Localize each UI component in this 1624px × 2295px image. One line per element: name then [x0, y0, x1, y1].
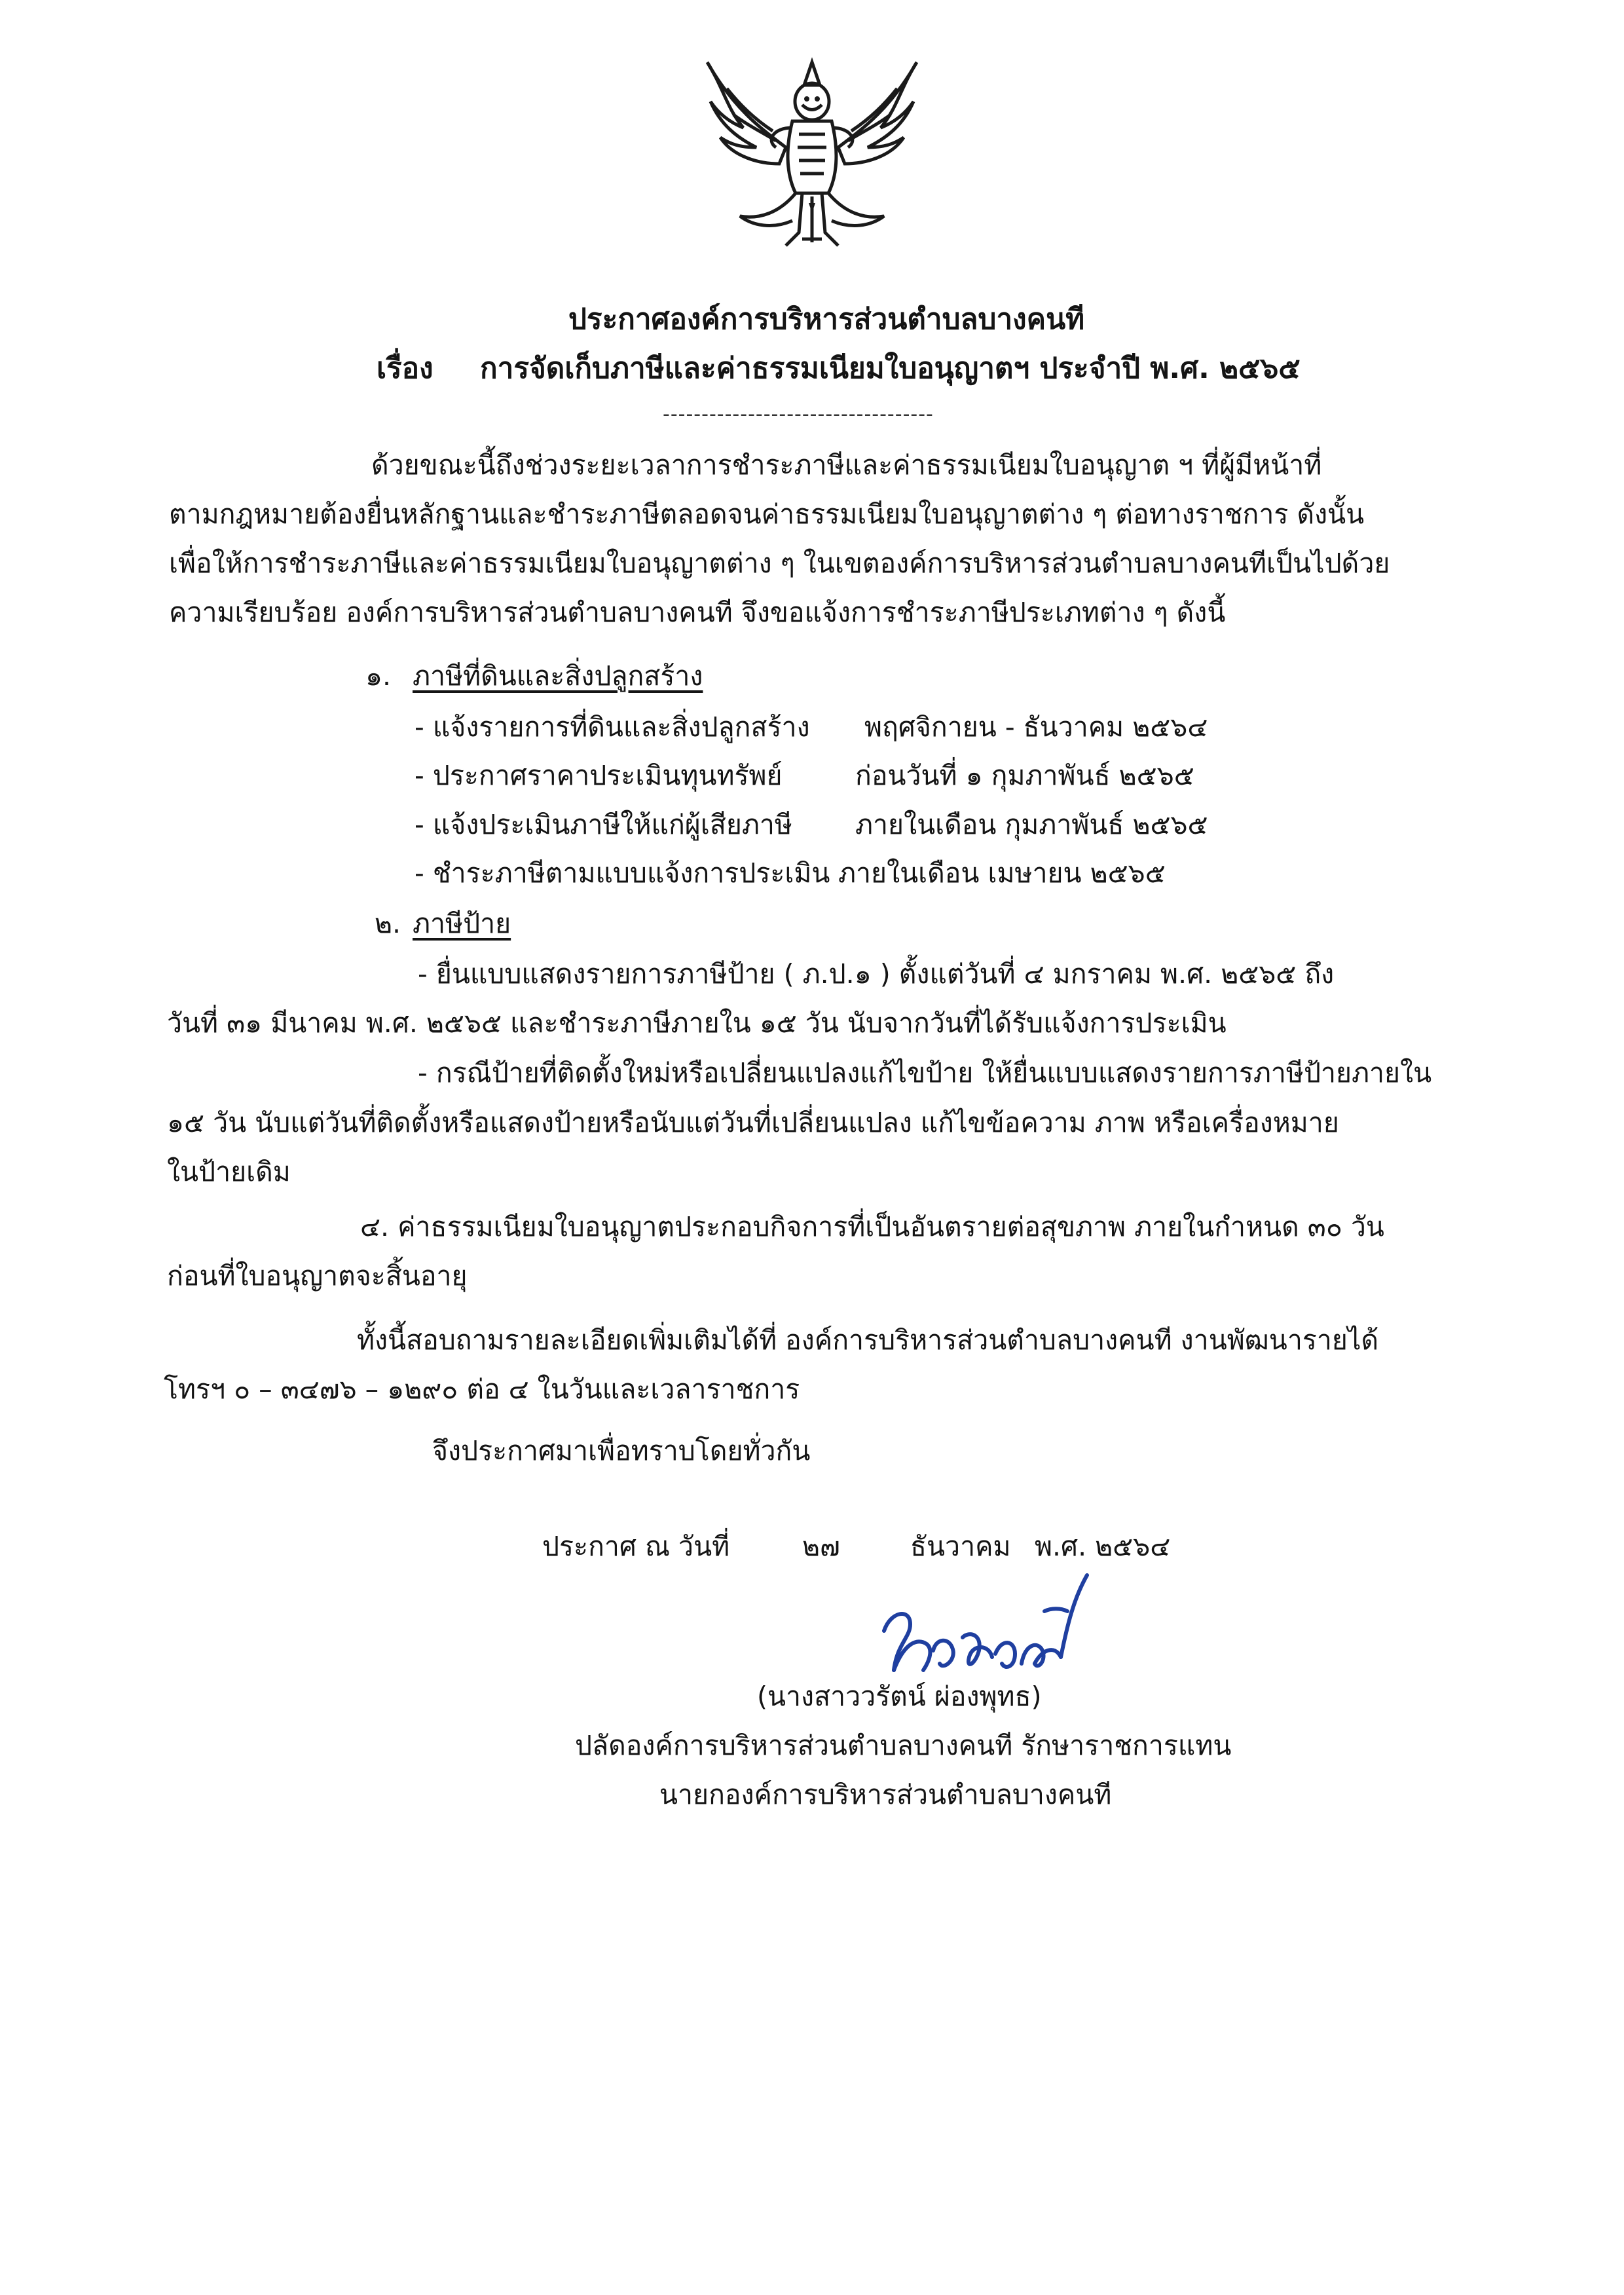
- subject-text: การจัดเก็บภาษีและค่าธรรมเนียมใบอนุญาตฯ ประจำปี พ.ศ. ๒๕๖๕: [480, 352, 1301, 385]
- document-title: ประกาศองค์การบริหารส่วนตำบลบางคนที: [568, 303, 1085, 336]
- section-4-line-2: ก่อนที่ใบอนุญาตจะสิ้นอายุ: [167, 1260, 468, 1292]
- date-day: ๒๗: [802, 1531, 840, 1562]
- section-1-number: ๑.: [365, 660, 392, 692]
- subject-label: เรื่อง: [377, 352, 434, 385]
- closing-text: จึงประกาศมาเพื่อทราบโดยทั่วกัน: [432, 1435, 811, 1466]
- section-1-item-value: พฤศจิกายน - ธันวาคม ๒๕๖๔: [864, 711, 1208, 743]
- section-2-paragraph-2-line-3: ในป้ายเดิม: [167, 1156, 291, 1187]
- intro-line-3: เพื่อให้การชำระภาษีและค่าธรรมเนียมใบอนุญาตต่าง ๆ ในเขตองค์การบริหารส่วนตำบลบางคนทีเป็นไปด้วย: [169, 548, 1390, 579]
- section-1-item-value: ภายในเดือน กุมภาพันธ์ ๒๕๖๕: [855, 809, 1208, 840]
- date-year: พ.ศ. ๒๕๖๔: [1035, 1531, 1171, 1562]
- section-2-heading: ภาษีป้าย: [413, 908, 511, 939]
- section-1-heading: ภาษีที่ดินและสิ่งปลูกสร้าง: [413, 660, 703, 692]
- section-2-paragraph-1-line-1: - ยื่นแบบแสดงรายการภาษีป้าย ( ภ.ป.๑ ) ตั้งแต่วันที่ ๔ มกราคม พ.ศ. ๒๕๖๕ ถึง: [418, 958, 1335, 990]
- signatory-position-1: ปลัดองค์การบริหารส่วนตำบลบางคนที รักษาราชการแทน: [575, 1730, 1232, 1761]
- contact-line-1: ทั้งนี้สอบถามรายละเอียดเพิ่มเติมได้ที่ องค์การบริหารส่วนตำบลบางคนที งานพัฒนารายได้: [357, 1324, 1379, 1356]
- section-1-item-label: - ชำระภาษีตามแบบแจ้งการประเมิน: [415, 857, 830, 889]
- intro-line-4: ความเรียบร้อย องค์การบริหารส่วนตำบลบางคนที จึงขอแจ้งการชำระภาษีประเภทต่าง ๆ ดังนี้: [169, 597, 1226, 628]
- title-divider: -----------------------------------: [663, 403, 934, 426]
- section-2-paragraph-1-line-2: วันที่ ๓๑ มีนาคม พ.ศ. ๒๕๖๕ และชำระภาษีภายใน ๑๕ วัน นับจากวันที่ได้รับแจ้งการประเมิน: [167, 1007, 1227, 1039]
- signatory-name: (นางสาววรัตน์ ผ่องพุทธ): [757, 1681, 1042, 1712]
- section-1-item-label: - แจ้งรายการที่ดินและสิ่งปลูกสร้าง: [415, 711, 810, 743]
- section-1-item-value: ภายในเดือน เมษายน ๒๕๖๕: [838, 857, 1166, 889]
- contact-line-2: โทรฯ ๐ – ๓๔๗๖ – ๑๒๙๐ ต่อ ๔ ในวันและเวลาราชการ: [164, 1373, 800, 1405]
- date-prefix: ประกาศ ณ วันที่: [542, 1531, 730, 1562]
- intro-line-2: ตามกฎหมายต้องยื่นหลักฐานและชำระภาษีตลอดจนค่าธรรมเนียมใบอนุญาตต่าง ๆ ต่อทางราชการ ดังนั้น: [169, 498, 1365, 530]
- section-2-number: ๒.: [375, 908, 401, 939]
- garuda-emblem-icon: [688, 49, 936, 252]
- section-1-item-value: ก่อนวันที่ ๑ กุมภาพันธ์ ๒๕๖๕: [855, 760, 1194, 791]
- section-4-line-1: ๔. ค่าธรรมเนียมใบอนุญาตประกอบกิจการที่เป็นอันตรายต่อสุขภาพ ภายในกำหนด ๓๐ วัน: [360, 1211, 1384, 1242]
- section-2-paragraph-2-line-1: - กรณีป้ายที่ติดตั้งใหม่หรือเปลี่ยนแปลงแก้ไขป้าย ให้ยื่นแบบแสดงรายการภาษีป้ายภายใน: [418, 1057, 1432, 1089]
- handwritten-signature: [871, 1572, 1107, 1690]
- section-2-paragraph-2-line-2: ๑๕ วัน นับแต่วันที่ติดตั้งหรือแสดงป้ายหรือนับแต่วันที่เปลี่ยนแปลง แก้ไขข้อความ ภาพ หรือเครื่องหมาย: [167, 1107, 1339, 1138]
- section-1-item-label: - แจ้งประเมินภาษีให้แก่ผู้เสียภาษี: [415, 809, 792, 840]
- intro-line-1: ด้วยขณะนี้ถึงช่วงระยะเวลาการชำระภาษีและค่าธรรมเนียมใบอนุญาต ฯ ที่ผู้มีหน้าที่: [371, 449, 1322, 481]
- section-1-item-label: - ประกาศราคาประเมินทุนทรัพย์: [415, 760, 783, 791]
- date-month: ธันวาคม: [910, 1531, 1011, 1562]
- signatory-position-2: นายกองค์การบริหารส่วนตำบลบางคนที: [659, 1779, 1112, 1810]
